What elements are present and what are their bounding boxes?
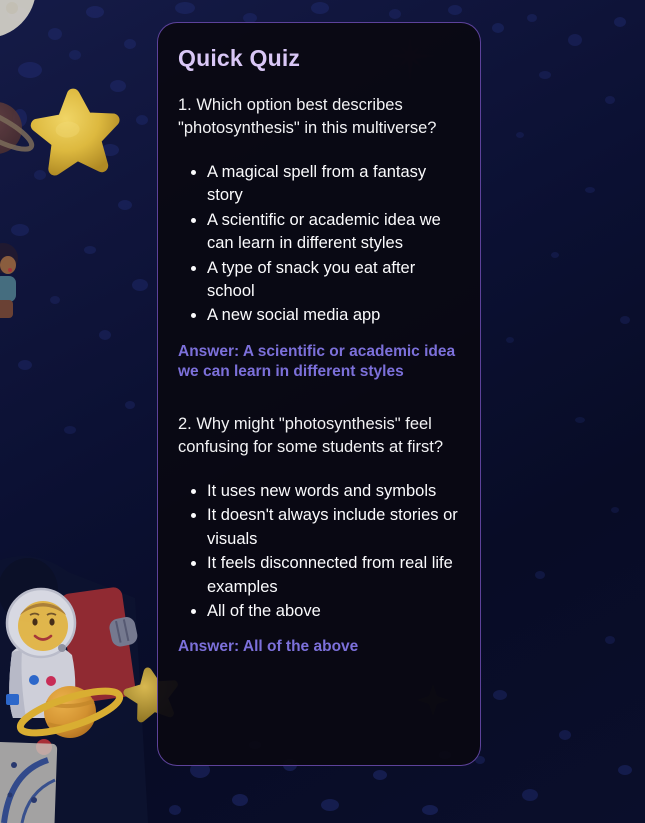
option-list (178, 480, 460, 624)
quiz-question-1 (178, 94, 460, 383)
quiz-option: • A scientific or academic idea we can learn in different styles (207, 209, 460, 256)
quiz-option: • It doesn't always include stories or visuals (207, 504, 460, 551)
quiz-title: Quick Quiz (178, 45, 301, 71)
ringed-planet-icon (0, 100, 36, 157)
quiz-option: • A magical spell from a fantasy story (207, 161, 460, 208)
question-prompt: 1. Which option best describes "photosynthesis" in this multiverse? (178, 96, 437, 138)
star-icon (35, 92, 116, 170)
question-prompt: 2. Why might "photosynthesis" feel confusing for some students at first? (178, 415, 444, 457)
answer-text: Answer: A scientific or academic idea we can learn in different styles (178, 342, 456, 381)
moon-icon (0, 0, 36, 38)
quiz-option: • A new social media app (207, 304, 460, 327)
option-list (178, 161, 460, 328)
quiz-option: • It feels disconnected from real life examples (207, 552, 460, 599)
quiz-option: • It uses new words and symbols (207, 480, 460, 503)
quiz-option: • All of the above (207, 600, 460, 623)
answer-text: Answer: All of the above (178, 638, 359, 656)
quiz-option: • A type of snack you eat after school (207, 257, 460, 304)
child-character-icon (0, 243, 18, 318)
quiz-question-2 (178, 413, 460, 658)
corner-structure (0, 742, 57, 823)
quick-quiz-panel (157, 22, 481, 766)
